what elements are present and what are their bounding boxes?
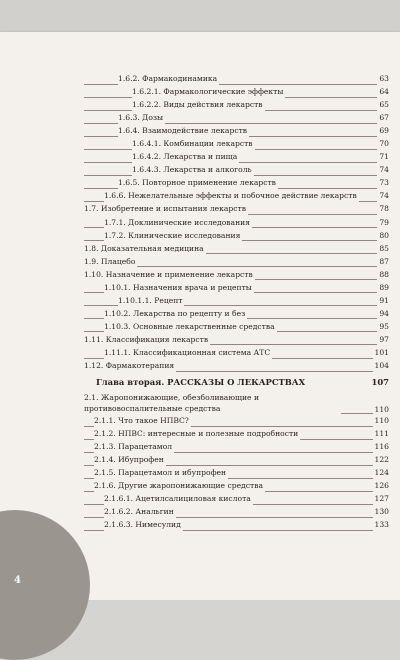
toc-entry-title: 1.10.1.1. Рецепт bbox=[118, 294, 184, 307]
toc-entry-title: 1.8. Доказательная медицина bbox=[84, 242, 206, 255]
toc-entry[interactable] bbox=[84, 72, 389, 85]
toc-entry[interactable] bbox=[84, 111, 389, 124]
toc-entry-page: 104 bbox=[373, 359, 390, 372]
toc-entry-title: 1.7.1. Доклинические исследования bbox=[104, 216, 252, 229]
toc-entry[interactable] bbox=[84, 518, 389, 531]
toc-entry[interactable] bbox=[84, 150, 389, 163]
toc-entry[interactable] bbox=[84, 268, 389, 281]
toc-entry-title: 1.11. Классификация лекарств bbox=[84, 333, 210, 346]
toc-entry-title: Глава вторая. РАССКАЗЫ О ЛЕКАРСТВАХ bbox=[84, 372, 307, 392]
toc-entry[interactable] bbox=[84, 440, 389, 453]
toc-entry-title: 1.12. Фармакотерапия bbox=[84, 359, 176, 372]
toc-entry-title: 2.1.1. Что такое НПВС? bbox=[94, 414, 191, 427]
toc-entry-title: 1.6.6. Нежелательные эффекты и побочное действие лекарств bbox=[104, 189, 359, 202]
toc-entry-title: 1.6.4.2. Лекарства и пища bbox=[132, 150, 239, 163]
toc-entry-page: 124 bbox=[373, 466, 390, 479]
toc-entry-page: 130 bbox=[373, 505, 390, 518]
toc-entry[interactable] bbox=[84, 176, 389, 189]
toc-entry-title: 1.6.4.1. Комбинации лекарств bbox=[132, 137, 255, 150]
toc-entry-page: 79 bbox=[377, 216, 389, 229]
toc-entry-page: 95 bbox=[377, 320, 389, 333]
toc-entry[interactable] bbox=[84, 137, 389, 150]
toc-entry-title: 1.11.1. Классификационная система АТС bbox=[104, 346, 272, 359]
scan-top-band bbox=[0, 0, 400, 32]
toc-entry-page: 69 bbox=[377, 124, 389, 137]
toc-entry[interactable] bbox=[84, 466, 389, 479]
table-of-contents bbox=[84, 72, 389, 532]
toc-entry-title: 2.1.6.1. Ацетилсалициловая кислота bbox=[104, 492, 253, 505]
toc-entry[interactable] bbox=[84, 307, 389, 320]
toc-entry[interactable] bbox=[84, 98, 389, 111]
toc-entry[interactable] bbox=[84, 372, 389, 392]
toc-entry-page: 94 bbox=[377, 307, 389, 320]
toc-entry-title: 1.6.5. Повторное применение лекарств bbox=[118, 176, 278, 189]
toc-entry[interactable] bbox=[84, 242, 389, 255]
toc-entry[interactable] bbox=[84, 333, 389, 346]
toc-entry[interactable] bbox=[84, 189, 389, 202]
toc-entry-title: 2.1.6.2. Анальгин bbox=[104, 505, 176, 518]
toc-entry-title: 1.10.2. Лекарства по рецепту и без bbox=[104, 307, 247, 320]
toc-entry[interactable] bbox=[84, 427, 389, 440]
toc-entry-title: 1.10.3. Основные лекарственные средства bbox=[104, 320, 277, 333]
toc-entry-title: 2.1.2. НПВС: интересные и полезные подробности bbox=[94, 427, 300, 440]
toc-entry-page: 73 bbox=[377, 176, 389, 189]
toc-entry-page: 126 bbox=[373, 479, 390, 492]
toc-entry-page: 127 bbox=[373, 492, 390, 505]
toc-entry[interactable] bbox=[84, 202, 389, 215]
toc-entry-title: 1.6.2. Фармакодинамика bbox=[118, 72, 219, 85]
toc-entry[interactable] bbox=[84, 453, 389, 466]
toc-entry-page: 71 bbox=[377, 150, 389, 163]
toc-entry-page: 110 bbox=[373, 414, 390, 427]
toc-entry[interactable] bbox=[84, 346, 389, 359]
toc-entry-title: 1.10. Назначение и применение лекарств bbox=[84, 268, 255, 281]
page-number: 4 bbox=[14, 575, 21, 586]
toc-entry-title: 2.1.3. Парацетамол bbox=[94, 440, 174, 453]
toc-entry-title: 2.1.4. Ибупрофен bbox=[94, 453, 166, 466]
toc-entry[interactable] bbox=[84, 216, 389, 229]
toc-entry-page: 97 bbox=[377, 333, 389, 346]
toc-entry-page: 101 bbox=[373, 346, 390, 359]
toc-entry-title: 1.6.3. Дозы bbox=[118, 111, 165, 124]
toc-entry-title: 1.7. Изобретение и испытания лекарств bbox=[84, 202, 248, 215]
toc-entry-title: 1.6.4.3. Лекарства и алкоголь bbox=[132, 163, 254, 176]
toc-entry[interactable] bbox=[84, 479, 389, 492]
toc-entry[interactable] bbox=[84, 294, 389, 307]
toc-entry-page: 89 bbox=[377, 281, 389, 294]
toc-entry[interactable] bbox=[84, 392, 389, 414]
toc-entry-page: 87 bbox=[377, 255, 389, 268]
toc-entry[interactable] bbox=[84, 320, 389, 333]
toc-entry[interactable] bbox=[84, 505, 389, 518]
toc-entry-title: 2.1.6. Другие жаропонижающие средства bbox=[94, 479, 265, 492]
toc-entry-page: 74 bbox=[377, 189, 389, 202]
toc-entry[interactable] bbox=[84, 163, 389, 176]
toc-entry[interactable] bbox=[84, 124, 389, 137]
toc-entry-page: 78 bbox=[377, 202, 389, 215]
toc-entry-page: 133 bbox=[373, 518, 390, 531]
toc-entry-title: 1.9. Плацебо bbox=[84, 255, 137, 268]
toc-entry-page: 67 bbox=[377, 111, 389, 124]
toc-entry[interactable] bbox=[84, 359, 389, 372]
toc-entry-title: 2.1.6.3. Нимесулид bbox=[104, 518, 183, 531]
toc-entry-page: 65 bbox=[377, 98, 389, 111]
toc-entry-page: 74 bbox=[377, 163, 389, 176]
toc-entry[interactable] bbox=[84, 255, 389, 268]
toc-entry-page: 85 bbox=[377, 242, 389, 255]
toc-entry[interactable] bbox=[84, 414, 389, 427]
toc-entry-page: 64 bbox=[377, 85, 389, 98]
toc-entry-page: 91 bbox=[377, 294, 389, 307]
toc-entry-title: 2.1. Жаропонижающие, обезболивающие и противовоспалительные средства bbox=[84, 392, 341, 414]
toc-entry-page: 70 bbox=[377, 137, 389, 150]
toc-entry-page: 107 bbox=[370, 372, 389, 392]
toc-entry[interactable] bbox=[84, 492, 389, 505]
toc-entry-title: 2.1.5. Парацетамол и ибупрофен bbox=[94, 466, 228, 479]
toc-entry-page: 116 bbox=[373, 440, 390, 453]
toc-entry-page: 63 bbox=[377, 72, 389, 85]
toc-entry-page: 122 bbox=[373, 453, 390, 466]
toc-entry-page: 88 bbox=[377, 268, 389, 281]
toc-entry-title: 1.6.2.2. Виды действия лекарств bbox=[132, 98, 265, 111]
toc-entry-title: 1.6.2.1. Фармакологические эффекты bbox=[132, 85, 285, 98]
toc-entry-page: 80 bbox=[377, 229, 389, 242]
toc-entry-title: 1.6.4. Взаимодействие лекарств bbox=[118, 124, 249, 137]
toc-entry-page: 111 bbox=[373, 427, 390, 440]
toc-entry[interactable] bbox=[84, 229, 389, 242]
toc-entry[interactable] bbox=[84, 281, 389, 294]
toc-entry[interactable] bbox=[84, 85, 389, 98]
toc-entry-title: 1.10.1. Назначения врача и рецепты bbox=[104, 281, 254, 294]
toc-entry-title: 1.7.2. Клинические исследования bbox=[104, 229, 242, 242]
toc-entry-page: 110 bbox=[373, 403, 390, 416]
